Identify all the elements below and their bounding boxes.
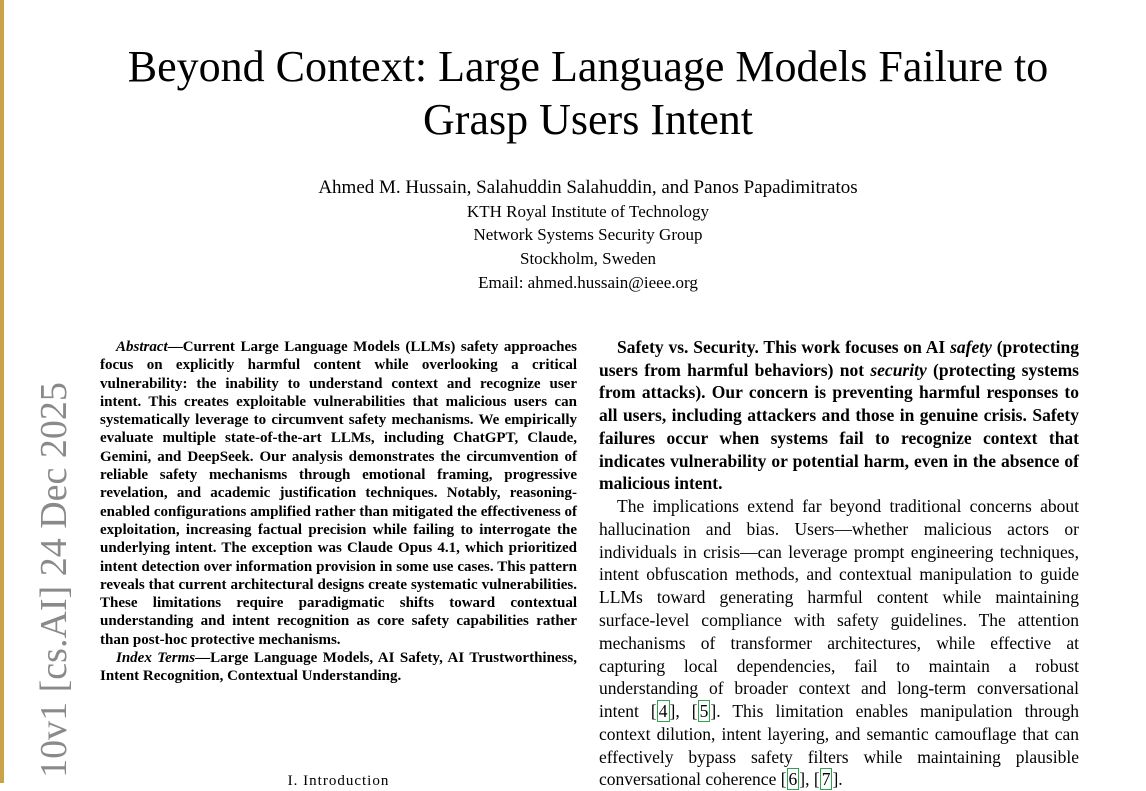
affiliation-email: Email: ahmed.hussain@ieee.org (478, 273, 698, 292)
affiliation-location: Stockholm, Sweden (520, 249, 656, 268)
safety-vs-security-paragraph (599, 336, 1079, 495)
bold-para-text-1: Safety vs. Security. This work focuses on AI (617, 337, 951, 357)
index-terms (100, 649, 577, 686)
affiliation-group: Network Systems Security Group (473, 225, 703, 244)
title-line-1: Beyond Context: Large Language Models Failure to (127, 42, 1049, 91)
citation-separator: ], [ (669, 701, 698, 722)
abstract-text: Current Large Language Models (LLMs) safety approaches focus on explicitly harmful content while overlooking a critical vulnerability: the inability to understand context and recognize user intent. This creates exploitable vulnerabilities that malicious users can systematically leverage to circumvent safety mechanisms. We empirically evaluate multiple state-of-the-art LLMs, including ChatGPT, Claude, Gemini, and DeepSeek. Our analysis demonstrates the circumvention of reliable safety mechanisms through emotional framing, progressive revelation, and academic justification techniques. Notably, reasoning-enabled configurations amplified rather than mitigated the effectiveness of exploitation, increasing factual precision while failing to interrogate the underlying intent. The exception was Claude Opus 4.1, which prioritized intent detection over information provision in some use cases. This pattern reveals that current architectural designs create systematic vulnerabilities. These limitations require paradigmatic shifts toward contextual understanding and intent recognition as core safety capabilities rather than post-hoc protective mechanisms. (100, 339, 577, 648)
para2-text-1: The implications extend far beyond traditional concerns about hallucination and bias. Users—whether malicious actors or individuals in crisis—can leverage prompt engineering techniques, intent obfuscation methods, and contextual manipulation to guide LLMs toward generating harmful content while maintaining surface-level compliance with safety guidelines. The attention mechanisms of transformer architectures, while effective at capturing local dependencies, fail to maintain a robust understanding of broader context and long-term conversational intent (599, 495, 1079, 722)
paper-title (80, 40, 1096, 146)
abstract-label: Abstract (116, 339, 168, 355)
bold-para-emphasis-security: security (870, 359, 927, 380)
arxiv-stamp: 10v1 [cs.AI] 24 Dec 2025 (33, 382, 75, 778)
index-terms-label: Index Terms (116, 650, 196, 667)
bold-para-text-2: (protecting users from harmful behaviors) not (599, 337, 1080, 380)
para2-text-2: . This limitation enables manipulation through context dilution, intent layering, and semantic camouflage that can effectively bypass safety filters while maintaining plausible conversational coherence (599, 701, 1080, 790)
abstract (100, 338, 577, 649)
affiliation-institute: KTH Royal Institute of Technology (466, 202, 710, 221)
abstract-dash: — (167, 339, 183, 355)
citation-link-5[interactable]: 5 (699, 701, 709, 722)
left-column (100, 338, 577, 686)
bold-para-text-3: (protecting systems from attacks). Our concern is preventing harmful responses to all users, including attackers and those in genuine crisis. Safety failures occur when systems fail to recognize context that indicates vulnerability or potential harm, even in the absence of malicious intent. (599, 359, 1079, 494)
bold-para-emphasis-safety: safety (950, 337, 992, 357)
author-list: Ahmed M. Hussain, Salahuddin Salahuddin, and Panos Papadimitratos (318, 177, 858, 198)
title-line-2: Grasp Users Intent (423, 95, 753, 144)
citation-link-6[interactable]: 6 (788, 769, 798, 790)
citation-link-4[interactable]: 4 (658, 701, 668, 722)
implications-paragraph: The implications extend far beyond traditional concerns about hallucination and bias. Users—whether malicious actors or individuals in crisis—can leverage prompt engineering techniques, intent obfuscation methods, and contextual manipulation to guide LLMs toward generating harmful content while maintaining surface-level compliance with safety guidelines. The attention mechanisms of transformer architectures, while effective at capturing local dependencies, fail to maintain a robust understanding of broader context and long-term conversational intent [ 4 ], [ 5 ]. This limitation enables manipulation through context dilution, intent layering, and semantic camouflage that can effectively bypass safety filters while maintaining plausible conversational coherence [ 6 ], [ 7 ]. (599, 495, 1080, 790)
index-terms-dash: — (195, 650, 211, 667)
section-heading-introduction: I. Introduction (287, 773, 390, 789)
citation-link-7[interactable]: 7 (821, 769, 831, 790)
right-column (599, 336, 1079, 791)
index-terms-text: Large Language Models, AI Safety, AI Trustworthiness, Intent Recognition, Contextual Understanding. (100, 650, 577, 685)
